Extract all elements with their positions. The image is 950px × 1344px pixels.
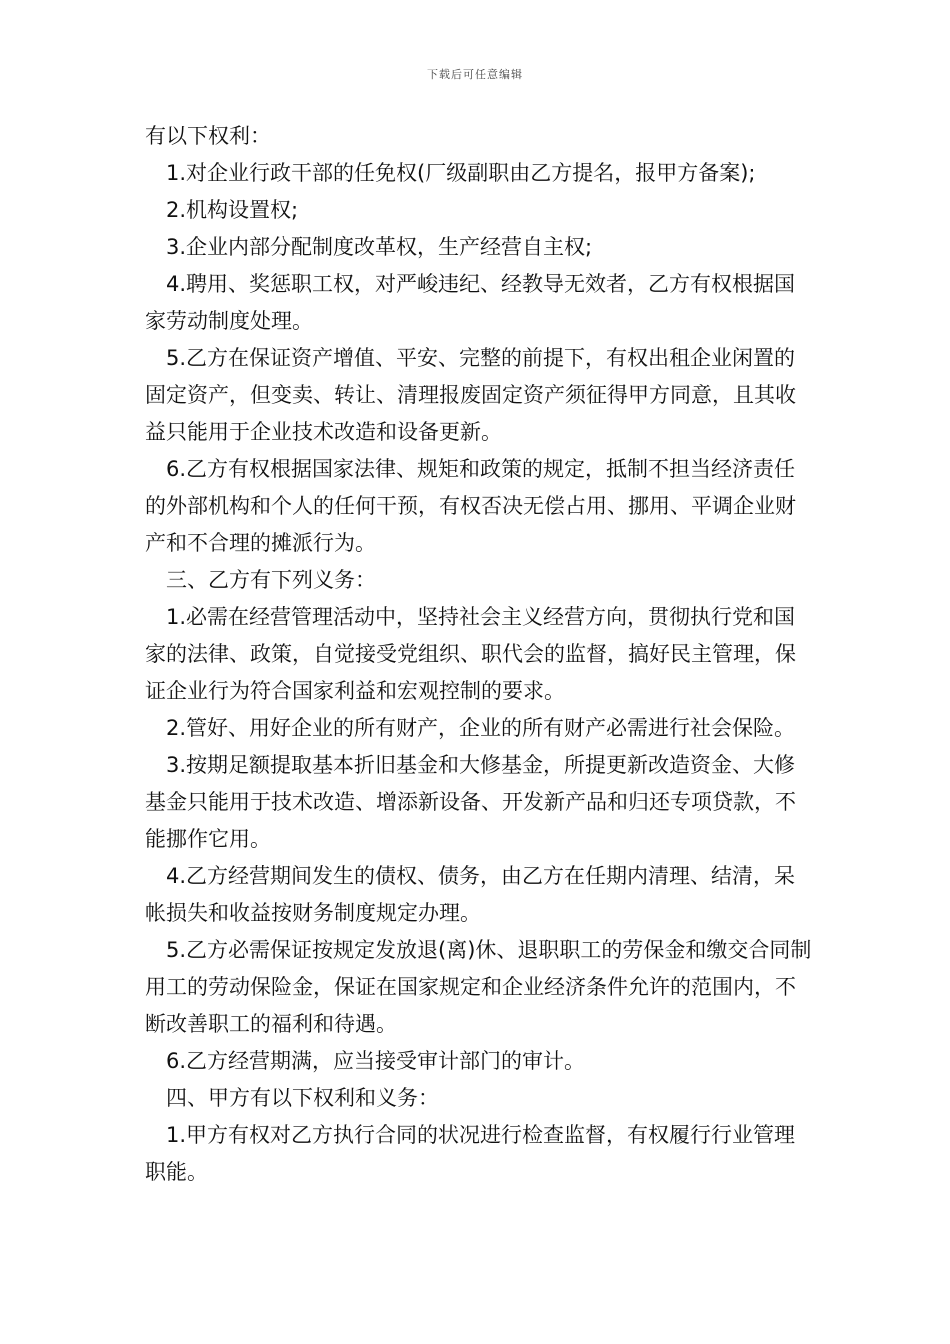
paragraph-right-5: 5.乙方在保证资产增值、平安、完整的前提下，有权出租企业闲置的固定资产，但变卖、转让、清理报废固定资产须征得甲方同意，且其收益只能用于企业技术改造和设备更新。 <box>145 346 796 444</box>
paragraph-party-a-right-1: 1.甲方有权对乙方执行合同的状况进行检查监督，有权履行行业管理职能。 <box>145 1123 796 1184</box>
paragraph-obligation-4: 4.乙方经营期间发生的债权、债务，由乙方在任期内清理、结清，呆帐损失和收益按财务制度规定办理。 <box>145 864 796 925</box>
paragraph-obligation-1: 1.必需在经营管理活动中，坚持社会主义经营方向，贯彻执行党和国家的法律、政策，自觉接受党组织、职代会的监督，搞好民主管理，保证企业行为符合国家利益和宏观控制的要求。 <box>145 605 796 703</box>
page-header: 下载后可任意编辑 <box>427 68 523 81</box>
document-body <box>145 118 815 1191</box>
paragraph-obligation-2: 2.管好、用好企业的所有财产，企业的所有财产必需进行社会保险。 <box>166 716 796 740</box>
paragraph-right-6: 6.乙方有权根据国家法律、规矩和政策的规定，抵制不担当经济责任的外部机构和个人的任何干预，有权否决无偿占用、挪用、平调企业财产和不合理的摊派行为。 <box>145 457 796 555</box>
paragraph-right-3: 3.企业内部分配制度改革权，生产经营自主权; <box>166 235 593 259</box>
section-heading-party-b-obligations: 三、乙方有下列义务： <box>166 568 376 592</box>
paragraph-right-4: 4.聘用、奖惩职工权，对严峻违纪、经教导无效者，乙方有权根据国家劳动制度处理。 <box>145 272 796 333</box>
paragraph-obligation-5: 5.乙方必需保证按规定发放退(离)休、退职职工的劳保金和缴交合同制用工的劳动保险金，保证在国家规定和企业经济条件允许的范围内，不断改善职工的福利和待遇。 <box>145 938 812 1036</box>
paragraph-right-1: 1.对企业行政干部的任免权(厂级副职由乙方提名，报甲方备案); <box>166 161 756 185</box>
paragraph-obligation-3: 3.按期足额提取基本折旧基金和大修基金，所提更新改造资金、大修基金只能用于技术改造、增添新设备、开发新产品和归还专项贷款，不能挪作它用。 <box>145 753 796 851</box>
paragraph-rights-intro: 有以下权利： <box>145 124 271 148</box>
paragraph-right-2: 2.机构设置权; <box>166 198 299 222</box>
paragraph-obligation-6: 6.乙方经营期满，应当接受审计部门的审计。 <box>166 1049 586 1073</box>
section-heading-party-a-rights: 四、甲方有以下权利和义务： <box>166 1086 439 1110</box>
